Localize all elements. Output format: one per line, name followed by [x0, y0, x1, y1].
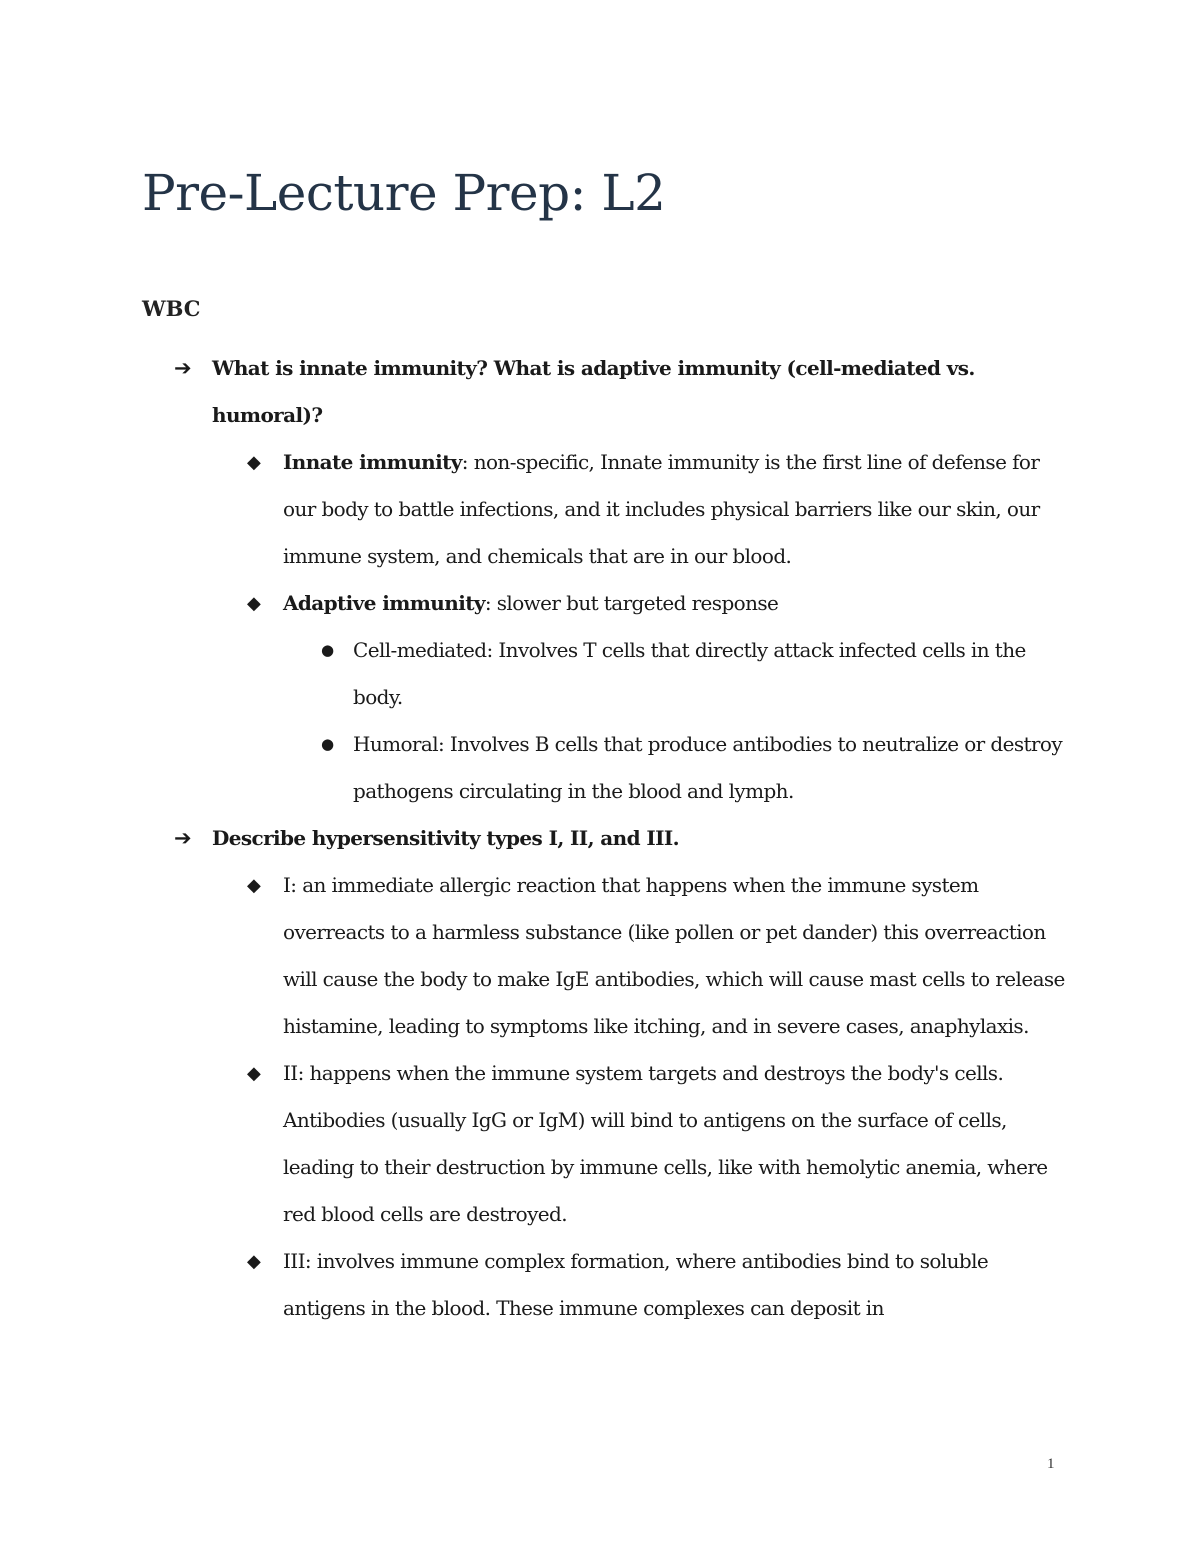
diamond-bullet-icon: ◆	[247, 1063, 261, 1084]
page-number: 1	[1047, 1456, 1055, 1472]
sub-answer-item	[321, 627, 1073, 721]
diamond-bullet-icon: ◆	[247, 875, 261, 896]
circle-bullet-icon: ●	[321, 735, 334, 753]
answer-text: II: happens when the immune system targets and destroys the body's cells. Antibodies (usually IgG or IgM) will bind to antigens on the surface of cells, leading to their destruction by immune cells, like with hemolytic anemia, where red blood cells are destroyed.	[283, 1061, 1048, 1226]
document-body	[0, 345, 1200, 1332]
answer-item	[247, 580, 1073, 627]
answer-text: : non-specific, Innate immunity is the first line of defense for our body to battle infections, and it includes physical barriers like our skin, our immune system, and chemicals that are in our blood.	[283, 450, 1040, 568]
document-title: Pre-Lecture Prep: L2	[142, 164, 666, 222]
sub-answer-text: Cell-mediated: Involves T cells that directly attack infected cells in the body.	[353, 638, 1026, 709]
question-item	[174, 815, 1072, 862]
question-item	[174, 345, 1072, 439]
diamond-bullet-icon: ◆	[247, 593, 261, 614]
arrow-bullet-icon: ➔	[174, 356, 191, 380]
term-label: Innate immunity	[283, 450, 462, 474]
sub-answer-item	[321, 721, 1073, 815]
question-text: What is innate immunity? What is adaptive immunity (cell-mediated vs. humoral)?	[212, 356, 975, 427]
diamond-bullet-icon: ◆	[247, 1251, 261, 1272]
answer-text: : slower but targeted response	[484, 591, 779, 615]
answer-text: III: involves immune complex formation, where antibodies bind to soluble antigens in the blood. These immune complexes can deposit in	[283, 1249, 989, 1320]
arrow-bullet-icon: ➔	[174, 826, 191, 850]
circle-bullet-icon: ●	[321, 641, 334, 659]
answer-item	[247, 439, 1073, 580]
diamond-bullet-icon: ◆	[247, 452, 261, 473]
answer-item	[247, 1050, 1073, 1238]
question-text: Describe hypersensitivity types I, II, and III.	[212, 826, 679, 850]
term-label: Adaptive immunity	[283, 591, 485, 615]
answer-item	[247, 862, 1073, 1050]
answer-item	[247, 1238, 1073, 1332]
section-heading-wbc: WBC	[142, 296, 201, 321]
sub-answer-text: Humoral: Involves B cells that produce antibodies to neutralize or destroy pathogens circulating in the blood and lymph.	[353, 732, 1063, 803]
answer-text: I: an immediate allergic reaction that happens when the immune system overreacts to a harmless substance (like pollen or pet dander) this overreaction will cause the body to make IgE antibodies, which will cause mast cells to release histamine, leading to symptoms like itching, and in severe cases, anaphylaxis.	[283, 873, 1065, 1038]
